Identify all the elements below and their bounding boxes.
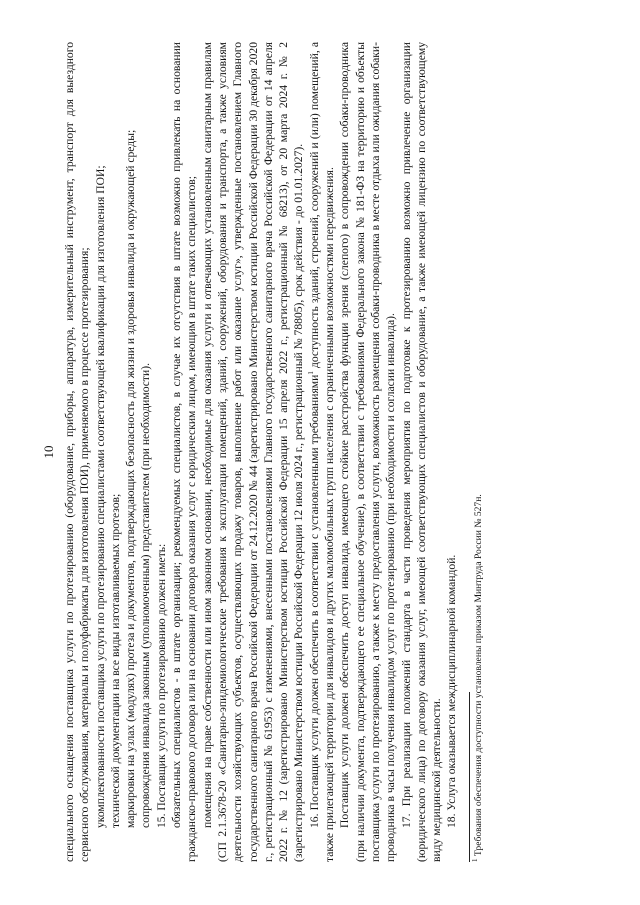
paragraph-p2: [93, 42, 108, 862]
paragraph-p5: [138, 42, 153, 862]
paragraph-p7: [169, 42, 200, 862]
paragraph-p12: [444, 42, 459, 862]
paragraph-text: 18. Услуга оказывается междисциплинарной командой.: [445, 554, 459, 828]
paragraph-text: технической документации на все виды изготавливаемых протезов;: [108, 493, 122, 828]
paragraph-text: Поставщик услуги должен обеспечить доступ инвалида, имеющего стойкие расстройства функции зрения (слепого) в сопровождении собаки-проводника (при наличии документа, подтверждающего ее специальное обучение), в соответствии с требованиями Федерального закона № 181-ФЗ на территорию и объекты поставщика услуги по протезированию, а также к месту предоставления услуги, возможность размещения собаки-проводника в месте отдыха или ожидания собаки-проводника в часы получения инвалидом услуг по протезированию (при необходимости и согласии инвалида).: [338, 42, 398, 862]
paragraph-text-continued: доступность зданий, строений, сооружений и (или) помещений, а также прилегающей территории для инвалидов и других маломобильных групп населения с ограниченными возможностями передвижения.: [307, 42, 337, 862]
paragraph-p1: [62, 42, 93, 862]
paragraph-text: 17. При реализации положений стандарта в части проведения мероприятия по подготовке к протезированию возможно привлечение организации (юридического лица) по договору оказания услуг, имеющей соответствующих специалистов и оборудование, а также имеющей лицензию по соответствующему виду медицинской деятельности.: [399, 42, 444, 862]
paragraph-text: специального оснащения поставщика услуги по протезированию (оборудование, приборы, аппаратура, измерительный инструмент, транспорт для выездного сервисного обслуживания, материалы и полуфабрикаты для изготовления ПОИ), применяемого в процессе протезирования;: [63, 42, 92, 862]
paragraph-text: 15. Поставщик услуги по протезированию должен иметь:: [154, 543, 168, 828]
paragraph-p3: [108, 42, 123, 862]
document-body: [62, 42, 460, 862]
footnote-divider: [469, 692, 470, 862]
footnote-reference: 1: [306, 371, 315, 375]
paragraph-p8: [200, 42, 307, 862]
footnote-text: Требования обеспечения доступности установлены приказом Минтруда России № 527н.: [472, 494, 484, 859]
paragraph-p9: [307, 42, 338, 862]
paragraph-p4: [123, 42, 138, 862]
paragraph-text: маркировки на узлах (модулях) протеза и документов, подтверждающих безопасность для жизни и здоровья инвалида и окружающей среды;: [124, 129, 138, 828]
paragraph-text: обязательных специалистов - в штате организации; рекомендуемых специалистов, в случае их отсутствия в штате возможно привлекать на основании гражданско-правового договора или на основании договора оказания услуг с юридическим лицом, имеющим в штате таких специалистов;: [170, 42, 199, 862]
paragraph-p6: [154, 42, 169, 862]
paragraph-text: сопровождения инвалида законным (уполномоченным) представителем (при необходимости).: [139, 363, 153, 828]
page-number: 10: [41, 445, 56, 459]
paragraph-text: укомплектованности поставщика услуги по протезированию специалистами соответствующей квалификации для изготовления ПОИ;: [93, 165, 107, 828]
footnote: [470, 42, 485, 862]
paragraph-text: помещения на праве собственности или ином законном основании, необходимые для оказания услуги и отвечающих установленным санитарным правилам (СП 2.1.3678-20 «Санитарно-эпидемиологические требования к эксплуатации помещений, зданий, сооружений, оборудования и транспорта, а также условиям деятельности хозяйствующих субъектов, осуществляющих продажу товаров, выполнение работ или оказание услуг», утвержденные постановлением Главного государственного санитарного врача Российской Федерации от 24.12.2020 № 44 (зарегистрировано Министерством юстиции Российской Федерации 30 декабря 2020 г., регистрационный № 61953) с изменениями, внесенными постановлениями Главного государственного санитарного врача Российской Федерации от 14 апреля 2022 г. № 12 (зарегистрировано Министерством юстиции Российской Федерации 15 апреля 2022 г., регистрационный № 68213), от 20 марта 2024 г. № 2 (зарегистрировано Министерством юстиции Российской Федерации 12 июля 2024 г., регистрационный № 78805), срок действия - до 01.01.2027).: [200, 42, 306, 862]
footnote-mark: 1: [470, 858, 479, 862]
paragraph-text: 16. Поставщик услуги должен обеспечить в соответствии с установленными требованиями: [307, 374, 321, 828]
rotated-document-page: [40, 42, 600, 862]
paragraph-p10: [337, 42, 398, 862]
paragraph-p11: [399, 42, 445, 862]
